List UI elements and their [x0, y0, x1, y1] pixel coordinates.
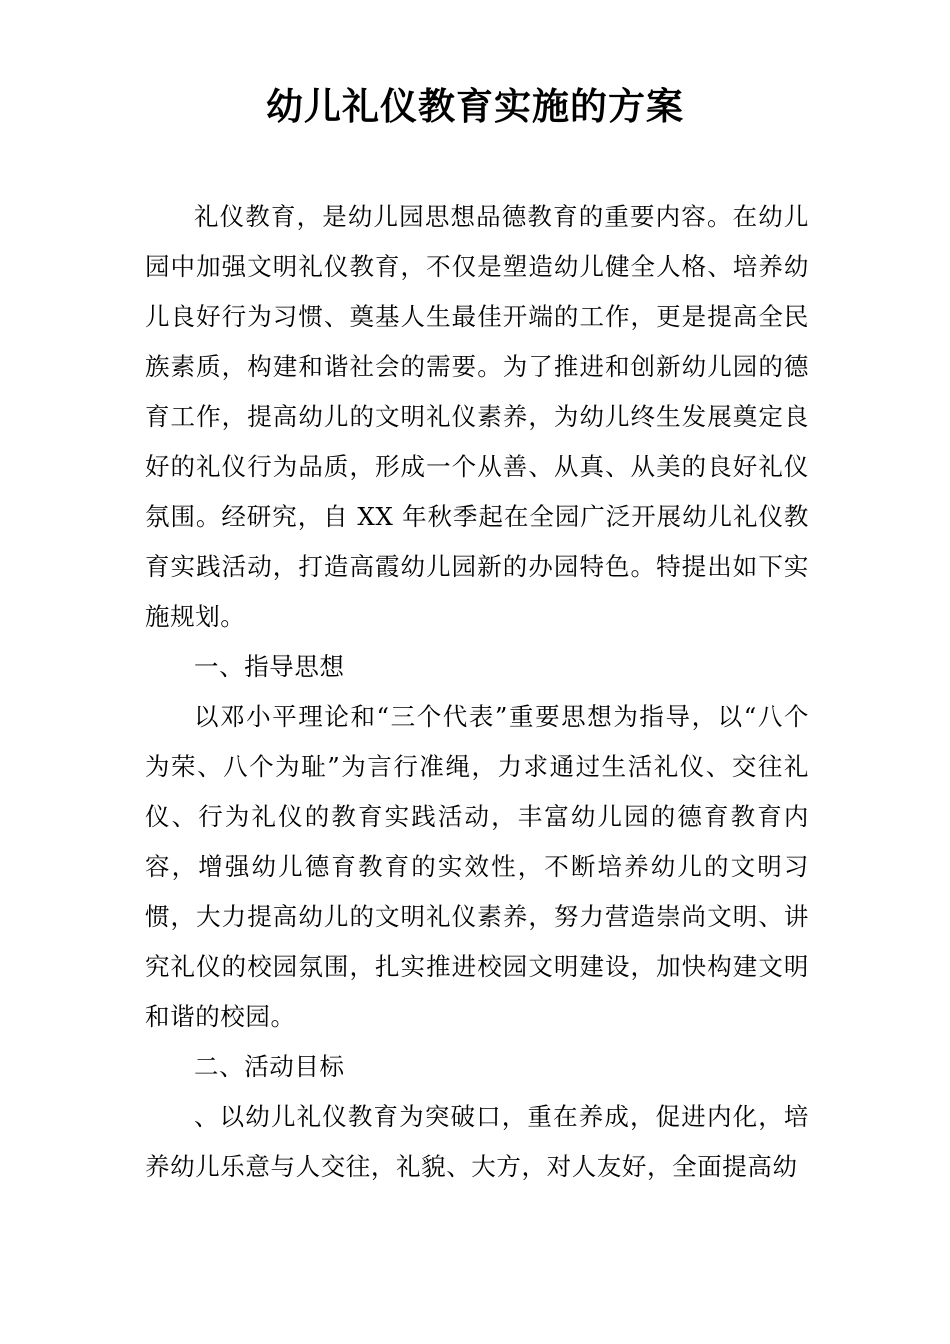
- guiding-thought-paragraph: 以邓小平理论和“三个代表”重要思想为指导，以“八个为荣、八个为耻”为言行准绳，力求通过生活礼仪、交往礼仪、行为礼仪的教育实践活动，丰富幼儿园的德育教育内容，增强幼儿德育教育的实效性，不断培养幼儿的文明习惯，大力提高幼儿的文明礼仪素养，努力营造崇尚文明、讲究礼仪的校园氛围，扎实推进校园文明建设，加快构建文明和谐的校园。: [145, 702, 809, 1031]
- document-body: [145, 192, 809, 1192]
- document-title: 幼儿礼仪教育实施的方案: [266, 84, 684, 128]
- activity-goals-paragraph: 、以幼儿礼仪教育为突破口，重在养成，促进内化，培养幼儿乐意与人交往，礼貌、大方，对人友好，全面提高幼: [145, 1102, 809, 1181]
- section-heading-guiding-thought: 一、指导思想: [194, 652, 345, 681]
- section-heading-activity-goals: 二、活动目标: [194, 1052, 345, 1081]
- intro-paragraph: 礼仪教育，是幼儿园思想品德教育的重要内容。在幼儿园中加强文明礼仪教育，不仅是塑造幼儿健全人格、培养幼儿良好行为习惯、奠基人生最佳开端的工作，更是提高全民族素质，构建和谐社会的需要。为了推进和创新幼儿园的德育工作，提高幼儿的文明礼仪素养，为幼儿终生发展奠定良好的礼仪行为品质，形成一个从善、从真、从美的良好礼仪氛围。经研究，自 XX 年秋季起在全园广泛开展幼儿礼仪教育实践活动，打造高霞幼儿园新的办园特色。特提出如下实施规划。: [145, 202, 809, 631]
